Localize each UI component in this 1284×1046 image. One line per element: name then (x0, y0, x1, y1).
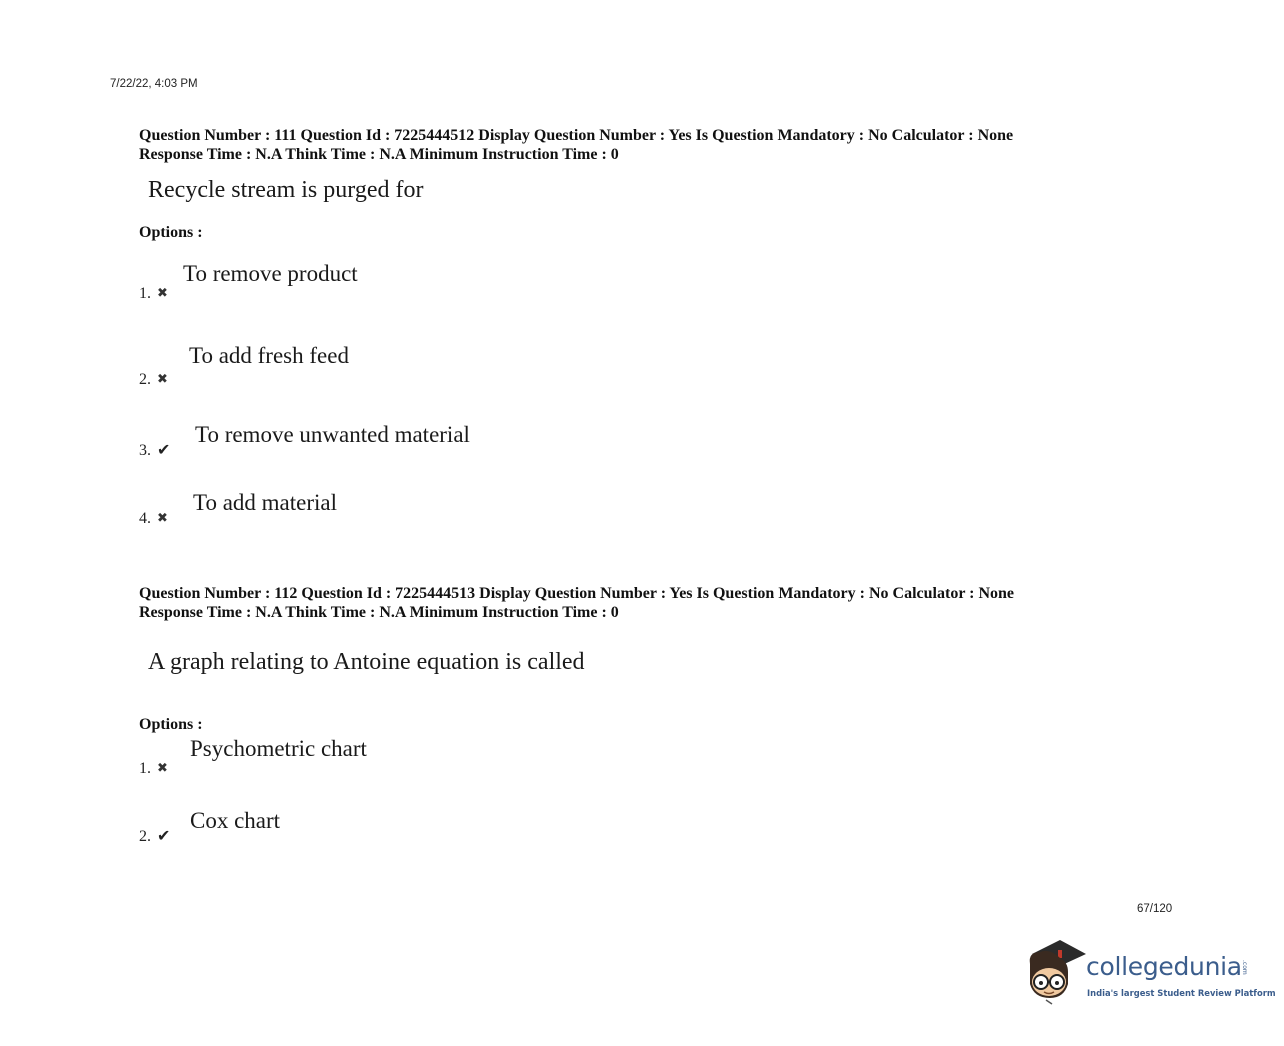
options-label: Options : (139, 716, 203, 733)
question-meta-line-1: Question Number : 111 Question Id : 7225444512 Display Question Number : Yes Is Question Mandatory : No Calculator : None (139, 127, 1014, 144)
options-label: Options : (139, 224, 203, 241)
question-text: Recycle stream is purged for (148, 177, 424, 203)
check-icon: ✔ (157, 442, 171, 459)
option-text: To add fresh feed (189, 343, 349, 368)
collegedunia-wordmark: collegedunia (1086, 952, 1242, 981)
option-number: 3. ✔ (139, 442, 171, 459)
option-text: Psychometric chart (190, 736, 367, 761)
question-meta-line-2: Response Time : N.A Think Time : N.A Minimum Instruction Time : 0 (139, 146, 619, 163)
question-text: A graph relating to Antoine equation is called (148, 649, 585, 675)
cross-icon: ✖ (157, 510, 168, 525)
print-timestamp: 7/22/22, 4:03 PM (110, 78, 198, 90)
option-text: To add material (193, 490, 337, 515)
option-number: 1. ✖ (139, 285, 168, 302)
cross-icon: ✖ (157, 285, 168, 300)
page-number: 67/120 (1137, 903, 1173, 915)
collegedunia-tagline: India's largest Student Review Platform (1087, 988, 1276, 998)
option-number: 2. ✖ (139, 371, 168, 388)
option-text: Cox chart (190, 808, 281, 833)
option-number: 2. ✔ (139, 828, 171, 845)
question-meta-line-2: Response Time : N.A Think Time : N.A Minimum Instruction Time : 0 (139, 604, 619, 621)
option-text: To remove unwanted material (195, 422, 470, 447)
collegedunia-mascot-logo (1024, 938, 1088, 1008)
collegedunia-com-suffix: .com (1241, 960, 1248, 975)
option-number: 4. ✖ (139, 510, 168, 527)
option-text: To remove product (183, 261, 358, 286)
cross-icon: ✖ (157, 371, 168, 386)
cross-icon: ✖ (157, 760, 168, 775)
question-meta-line-1: Question Number : 112 Question Id : 7225444513 Display Question Number : Yes Is Question Mandatory : No Calculator : None (139, 585, 1015, 602)
option-number: 1. ✖ (139, 760, 168, 777)
check-icon: ✔ (157, 828, 171, 845)
